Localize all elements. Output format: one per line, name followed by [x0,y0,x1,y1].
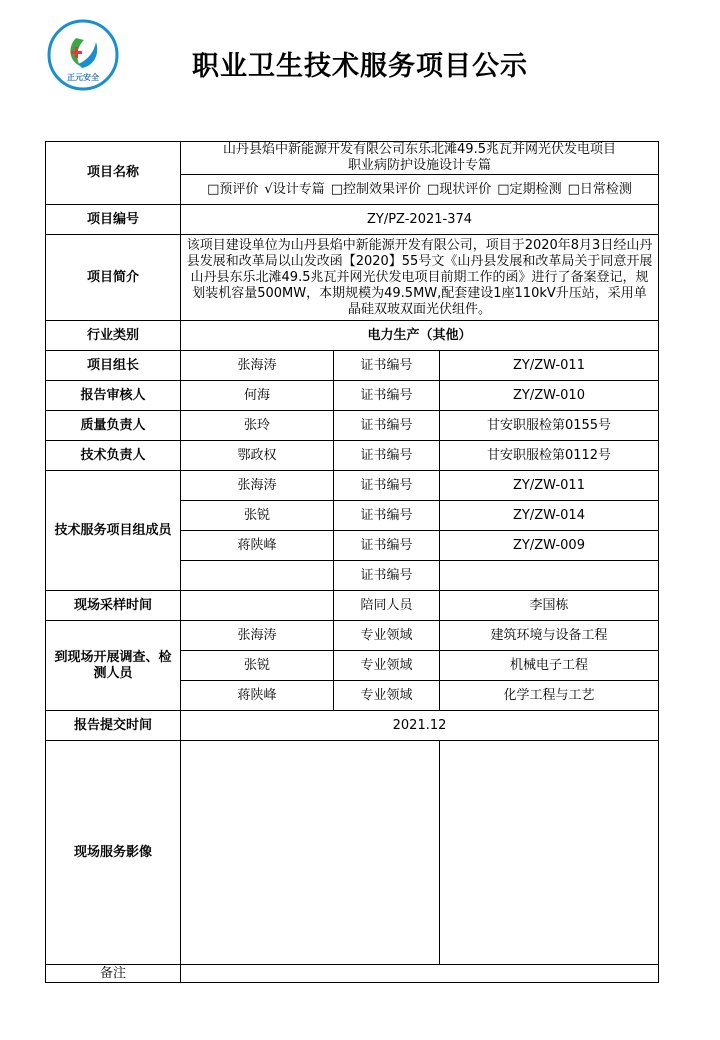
logo-text: 正元安全 [67,73,99,82]
site-image-slot-2 [440,741,659,965]
leader-cert: ZY/ZW-011 [440,351,659,381]
leader-row [46,381,659,411]
survey-person-name: 蒋陕峰 [181,681,334,711]
leader-row [46,441,659,471]
field-label: 专业领域 [334,681,440,711]
team-member-cert [440,561,659,591]
survey-person-name: 张海涛 [181,621,334,651]
sampling-time [181,591,334,621]
team-member-name: 张海涛 [181,471,334,501]
leader-cert: 甘安职服检第0112号 [440,441,659,471]
team-member-name [181,561,334,591]
team-member-cert: ZY/ZW-014 [440,501,659,531]
team-member-cert: ZY/ZW-009 [440,531,659,561]
field-label: 专业领域 [334,621,440,651]
leader-role: 技术负责人 [46,441,181,471]
survey-row [46,621,659,651]
report-submit-label: 报告提交时间 [46,711,181,741]
evaluation-types [181,175,659,205]
team-member-name: 张锐 [181,501,334,531]
type-daily: □日常检测 [567,181,632,197]
survey-label: 到现场开展调查、检测人员 [46,621,181,711]
project-code-label: 项目编号 [46,205,181,235]
site-images-label: 现场服务影像 [46,741,181,965]
cert-label: 证书编号 [334,441,440,471]
type-status: □现状评价 [427,181,492,197]
project-code: ZY/PZ-2021-374 [181,205,659,235]
leader-row [46,351,659,381]
project-name-label: 项目名称 [46,142,181,205]
project-intro: 该项目建设单位为山丹县焰中新能源开发有限公司，项目于2020年8月3日经山丹县发展和改革局以山发改函【2020】55号文《山丹县发展和改革局关于同意开展山丹县东乐北滩49.5兆瓦并网光伏发电项目前期工作的函》进行了备案登记，规划装机容量500MW，本期规模为49.5MW,配套建设1座110kV升压站，采用单晶硅双玻双面光伏组件。 [181,235,659,321]
cert-label: 证书编号 [334,501,440,531]
field-label: 专业领域 [334,651,440,681]
leader-name: 张玲 [181,411,334,441]
leader-name: 何海 [181,381,334,411]
leader-name: 张海涛 [181,351,334,381]
team-label: 技术服务项目组成员 [46,471,181,591]
industry-label: 行业类别 [46,321,181,351]
type-design: √设计专篇 [264,181,325,197]
survey-person-field: 化学工程与工艺 [440,681,659,711]
project-name-line2: 职业病防护设施设计专篇 [348,158,492,173]
leader-role: 报告审核人 [46,381,181,411]
industry-value: 电力生产（其他） [181,321,659,351]
page-title: 职业卫生技术服务项目公示 [192,51,528,82]
leader-name: 鄂政权 [181,441,334,471]
companion-label: 陪同人员 [334,591,440,621]
companion-name: 李国栋 [440,591,659,621]
type-control-effect: □控制效果评价 [330,181,421,197]
leader-role: 质量负责人 [46,411,181,441]
survey-person-field: 机械电子工程 [440,651,659,681]
type-periodic: □定期检测 [497,181,562,197]
project-name-cell [181,142,659,175]
cert-label: 证书编号 [334,531,440,561]
remarks-value [181,965,659,983]
cert-label: 证书编号 [334,411,440,441]
cert-label: 证书编号 [334,381,440,411]
cert-label: 证书编号 [334,351,440,381]
leader-cert: 甘安职服检第0155号 [440,411,659,441]
leader-row [46,411,659,441]
disclosure-table [45,141,659,983]
survey-person-field: 建筑环境与设备工程 [440,621,659,651]
project-intro-label: 项目简介 [46,235,181,321]
leader-role: 项目组长 [46,351,181,381]
team-row [46,471,659,501]
team-member-name: 蒋陕峰 [181,531,334,561]
survey-person-name: 张锐 [181,651,334,681]
cert-label: 证书编号 [334,471,440,501]
report-submit-time: 2021.12 [181,711,659,741]
site-image-slot-1 [181,741,440,965]
sampling-time-label: 现场采样时间 [46,591,181,621]
type-pre-evaluation: □预评价 [207,181,259,197]
leader-cert: ZY/ZW-010 [440,381,659,411]
team-member-cert: ZY/ZW-011 [440,471,659,501]
project-name-line1: 山丹县焰中新能源开发有限公司东乐北滩49.5兆瓦并网光伏发电项目 [223,142,616,157]
remarks-label: 备注 [46,965,181,983]
cert-label: 证书编号 [334,561,440,591]
